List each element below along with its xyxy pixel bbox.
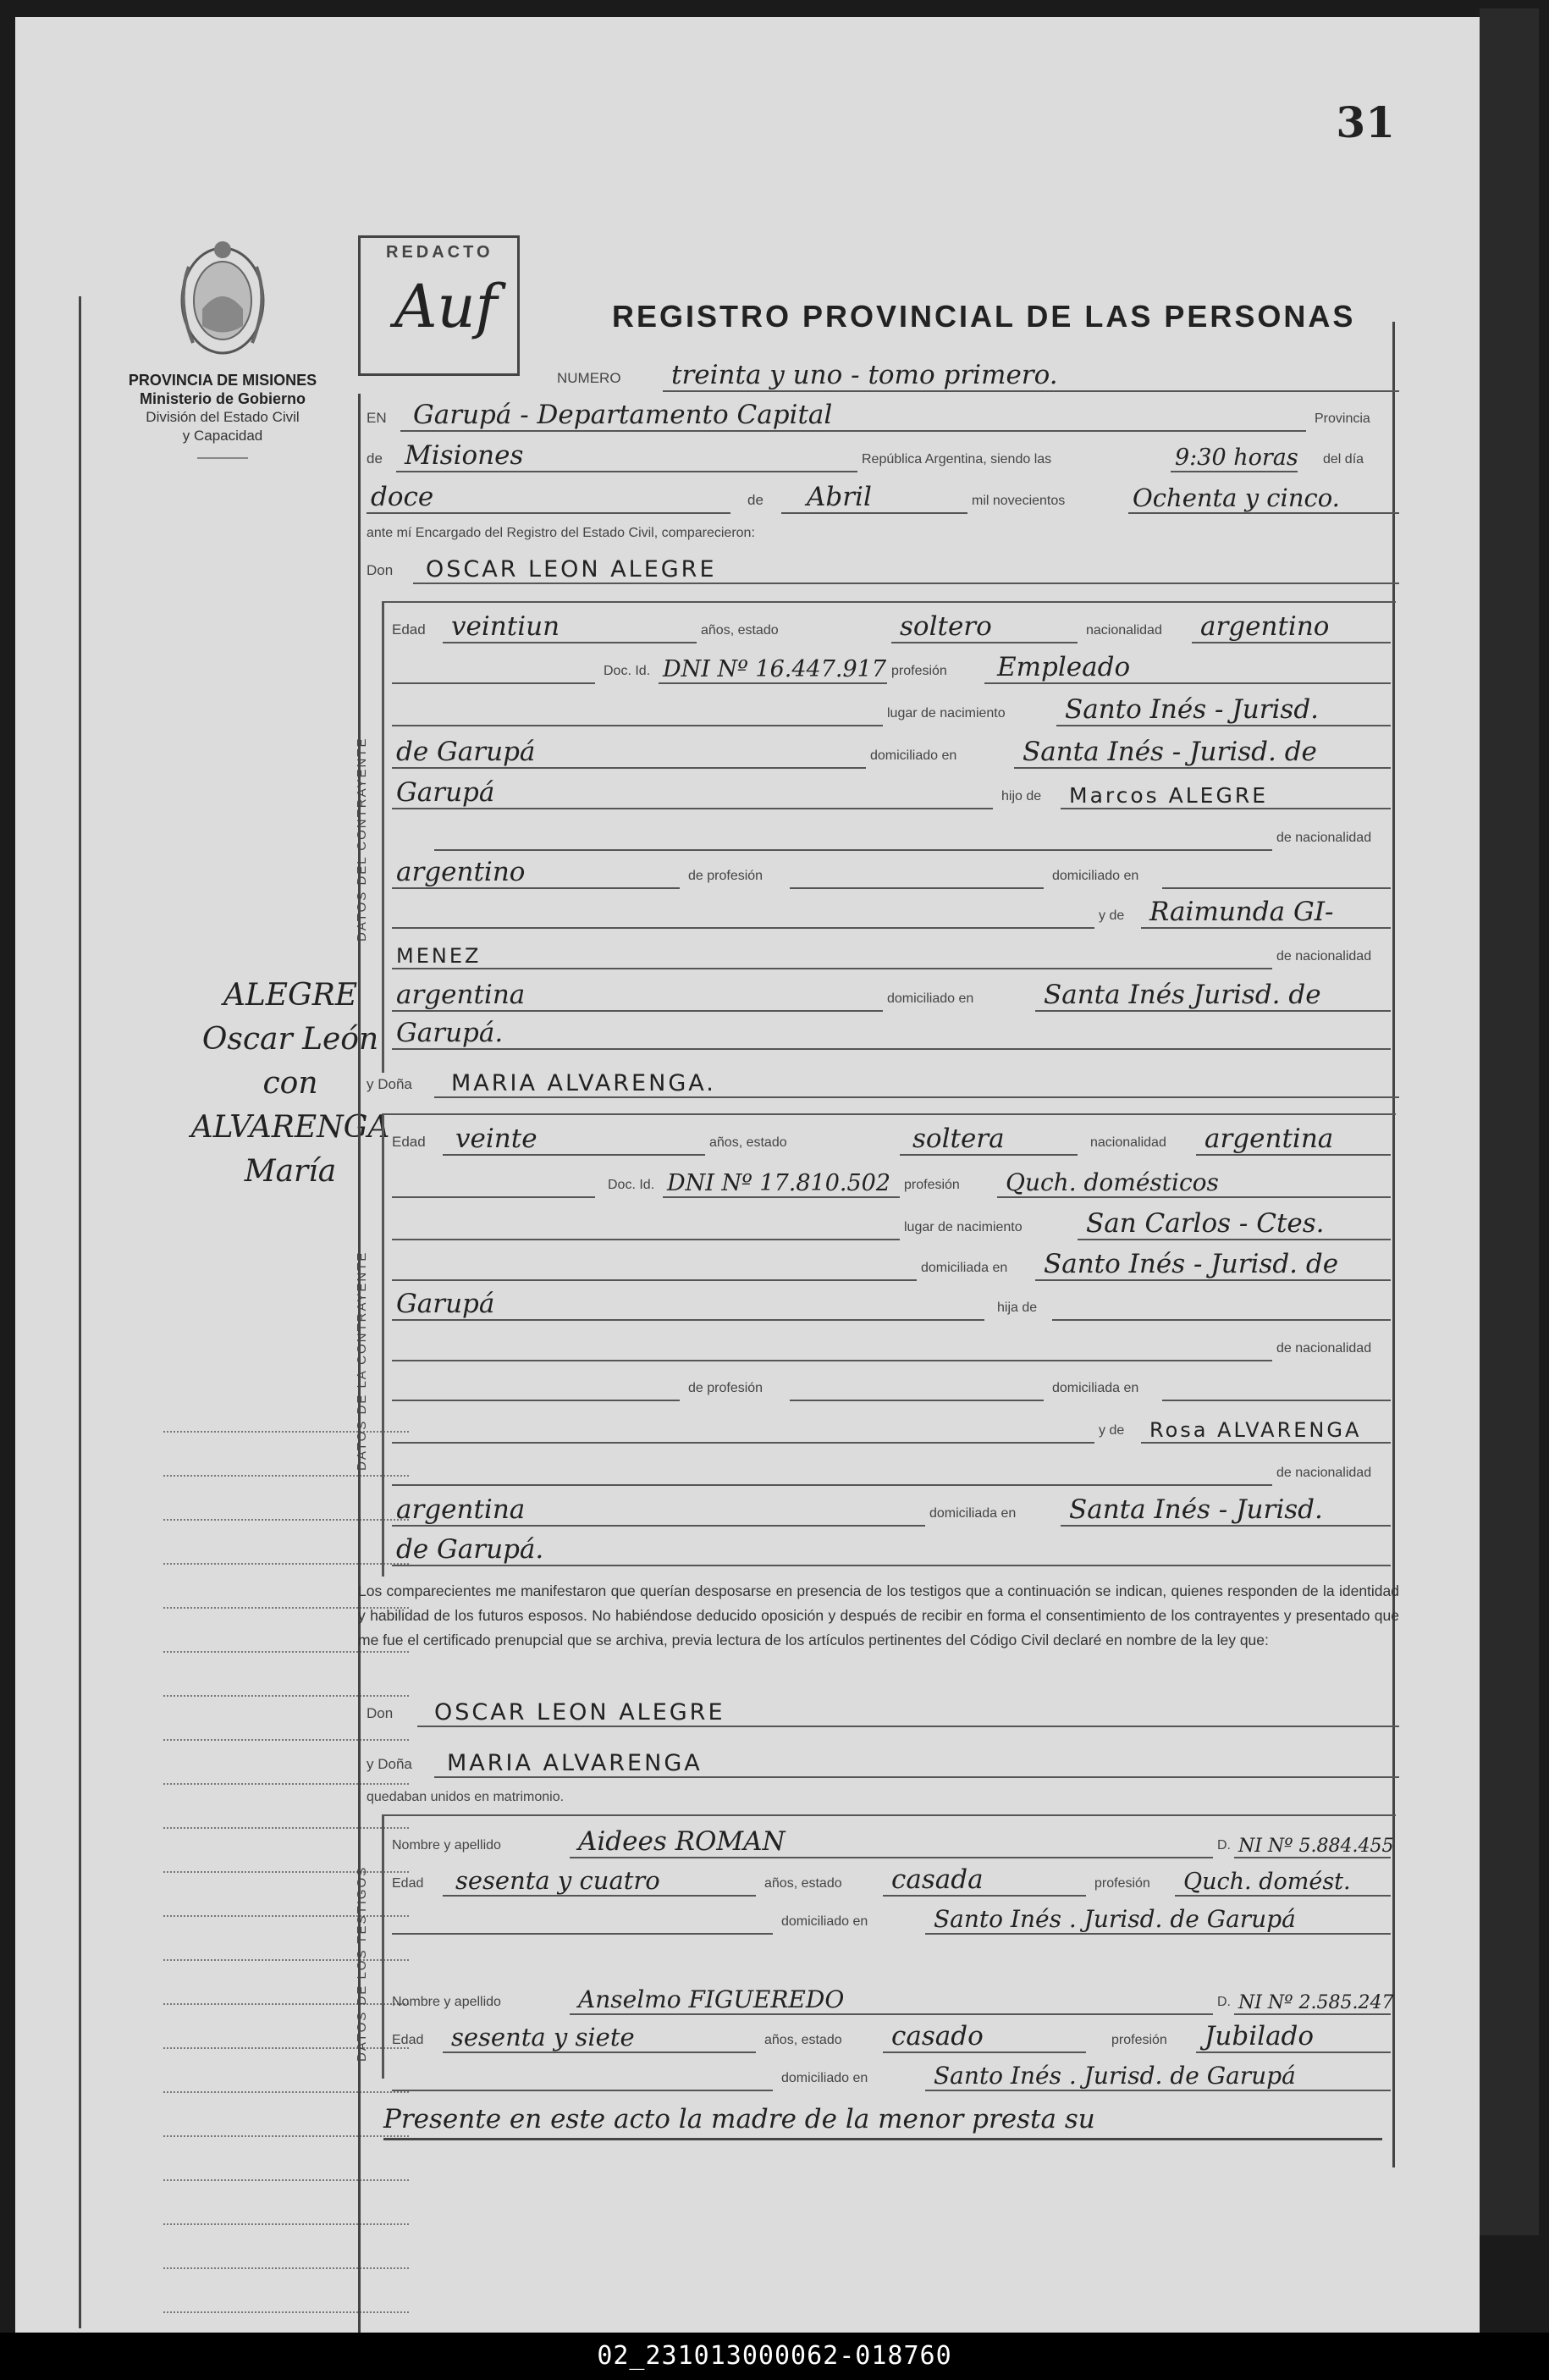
provincia-label: Provincia	[1315, 411, 1370, 426]
mother-name-2: MENEZ	[396, 944, 482, 968]
bride-hija-row	[392, 1287, 1399, 1321]
t1-nombre: Aidees ROMAN	[578, 1826, 786, 1857]
bride-mother-name: Rosa ALVARENGA	[1149, 1418, 1362, 1442]
d-label: D.	[1217, 1838, 1231, 1853]
groom-name: OSCAR LEON ALEGRE	[426, 556, 717, 583]
t2-domicilio: Santo Inés . Jurisd. de Garupá	[934, 2062, 1296, 2090]
anos-label: años, estado	[764, 1876, 842, 1891]
witnesses-side-label: DATOS DE LOS TESTIGOS	[355, 1865, 369, 2062]
father-name: Marcos ALEGRE	[1069, 783, 1268, 808]
bride-edad-row	[392, 1122, 1399, 1156]
numero-label: NUMERO	[557, 370, 621, 386]
margin-line: ALEGRE	[223, 978, 358, 1013]
groom-lugar: Santo Inés - Jurisd.	[1065, 694, 1320, 725]
doc-label: Doc. Id.	[608, 1178, 655, 1192]
image-id-footer: 02_231013000062-018760	[0, 2333, 1549, 2380]
nombre-label: Nombre y apellido	[392, 1838, 501, 1853]
groom-domicilio-2: Garupá	[396, 777, 495, 808]
de-label-2: de	[747, 492, 763, 508]
marriage-form	[355, 233, 1399, 2163]
groom-profesion: Empleado	[997, 652, 1131, 682]
de-nac-label: de nacionalidad	[1276, 831, 1372, 845]
numero-row	[367, 358, 1399, 392]
d-label: D.	[1217, 1995, 1231, 2009]
don-label: Don	[367, 1705, 394, 1721]
groom-doc-row	[392, 650, 1399, 684]
mes-value: Abril	[807, 482, 872, 512]
redacto-stamp	[358, 235, 520, 376]
groom-estado: soltero	[900, 611, 992, 642]
de-nac-label: de nacionalidad	[1276, 1341, 1372, 1356]
dom-label: domiciliado en	[781, 1914, 868, 1929]
bride-father-prof-row	[392, 1367, 1399, 1401]
groom-side-label: DATOS DEL CONTRAYENTE	[355, 737, 369, 942]
prof-label: profesión	[891, 664, 947, 678]
t2-doc: NI Nº 2.585.247	[1238, 1992, 1394, 2013]
dom-label: domiciliada en	[921, 1261, 1008, 1275]
bride-doc: DNI Nº 17.810.502	[667, 1170, 891, 1196]
republica-text: República Argentina, siendo las	[862, 452, 1052, 467]
stamp-signature: Auf	[394, 272, 498, 341]
mother-dom-row-2	[392, 1016, 1399, 1050]
y-de-label: y de	[1099, 908, 1125, 923]
t2-estado: casado	[891, 2021, 984, 2051]
book-spine	[1480, 8, 1539, 2235]
decl-don-row	[367, 1693, 1399, 1727]
quedaban-text: quedaban unidos en matrimonio.	[367, 1790, 565, 1804]
bride-father-nac-row	[392, 1328, 1399, 1361]
groom-lugar-row	[392, 693, 1399, 726]
anio-value: Ochenta y cinco.	[1133, 483, 1340, 512]
bride-mother-nacionalidad: argentina	[396, 1494, 526, 1525]
margin-line: María	[244, 1154, 337, 1189]
coat-of-arms-icon	[172, 233, 273, 360]
father-prof-row	[392, 855, 1399, 889]
groom-domicilio: Santa Inés - Jurisd. de	[1023, 737, 1317, 767]
de-label: de	[367, 450, 383, 467]
nac-label: nacionalidad	[1090, 1135, 1166, 1150]
bride-domicilio: Santo Inés - Jurisd. de	[1044, 1249, 1339, 1279]
en-label: EN	[367, 410, 387, 426]
ministry-label: Ministerio de Gobierno	[139, 390, 306, 407]
stamp-label: REDACTO	[386, 243, 493, 262]
t2-nombre: Anselmo FIGUEREDO	[578, 1985, 845, 2013]
y-dona-label: y Doña	[367, 1076, 412, 1092]
bride-profesion: Quch. domésticos	[1006, 1168, 1219, 1196]
t1-profesion: Quch. domést.	[1183, 1869, 1351, 1895]
quedaban-row	[367, 1776, 1399, 1810]
margin-rule	[79, 296, 81, 2328]
groom-edad: veintiun	[451, 611, 560, 642]
bride-row	[367, 1064, 1399, 1098]
bride-mother-row	[392, 1410, 1399, 1444]
de-row	[367, 439, 1399, 472]
dom-label: domiciliado en	[870, 748, 957, 763]
father-nac-row	[392, 817, 1399, 851]
decl-dona-row	[367, 1744, 1399, 1778]
groom-lugar-2: de Garupá	[396, 737, 536, 767]
margin-line: ALVARENGA	[190, 1110, 390, 1145]
anos-label: años, estado	[764, 2033, 842, 2047]
mother-dom-row	[392, 978, 1399, 1012]
margin-line: Oscar León	[201, 1022, 379, 1057]
groom-hijo-row	[392, 776, 1399, 809]
record-page	[15, 17, 1480, 2345]
margin-line: con	[262, 1066, 318, 1101]
y-de-label: y de	[1099, 1423, 1125, 1438]
mother-row	[392, 895, 1399, 929]
ante-row	[367, 512, 1399, 546]
bride-mother-nac-row	[392, 1452, 1399, 1486]
groom-nacionalidad: argentino	[1200, 611, 1330, 642]
t1-edad-row	[392, 1863, 1399, 1897]
mother-nac-row	[392, 936, 1399, 969]
domiciliada-label: domiciliada en	[929, 1506, 1017, 1521]
t1-nombre-row	[392, 1825, 1399, 1858]
bride-mother-domicilio: Santa Inés - Jurisd.	[1069, 1494, 1323, 1525]
domiciliado-label: domiciliado en	[1052, 869, 1139, 883]
edad-label: Edad	[392, 621, 426, 638]
groom-edad-row	[392, 610, 1399, 643]
fecha-row	[367, 480, 1399, 514]
domiciliada-label: domiciliada en	[1052, 1381, 1139, 1395]
mother-nacionalidad: argentina	[396, 980, 526, 1010]
bride-lugar-row	[392, 1207, 1399, 1240]
y-dona-label: y Doña	[367, 1756, 412, 1772]
dia-value: doce	[371, 482, 434, 512]
province-label: PROVINCIA DE MISIONES	[128, 372, 317, 389]
prof-label: profesión	[904, 1178, 960, 1192]
page-number: 31	[1336, 97, 1395, 147]
lugar-label: lugar de nacimiento	[904, 1220, 1023, 1234]
t1-doc: NI Nº 5.884.455	[1238, 1836, 1394, 1857]
de-nac-label: de nacionalidad	[1276, 1466, 1372, 1480]
nombre-label: Nombre y apellido	[392, 1995, 501, 2009]
groom-doc: DNI Nº 16.447.917	[663, 656, 887, 682]
edad-label: Edad	[392, 1876, 424, 1891]
bride-mother-domicilio-2: de Garupá.	[396, 1534, 544, 1565]
form-title: REGISTRO PROVINCIAL DE LAS PERSONAS	[612, 299, 1356, 334]
de-prof-label: de profesión	[688, 1381, 763, 1395]
hora-value: 9:30 horas	[1175, 445, 1298, 471]
edad-label: Edad	[392, 1134, 426, 1150]
bride-nacionalidad: argentina	[1204, 1124, 1334, 1154]
declaration-text: Los comparecientes me manifestaron que querían desposarse en presencia de los testigos que a continuación se indican, quienes responden de la identidad y habilidad de los futuros esposos. No habiéndose deducido oposición y después de recibir en forma el consentimiento de los contrayentes y presentado que me fue el certificado prenupcial que se archiva, previa lectura de los artículos pertinentes del Código Civil declaré en nombre de la ley que:	[358, 1582, 1399, 1648]
ante-text: ante mí Encargado del Registro del Estado Civil, comparecieron:	[367, 526, 755, 540]
division-label-2: y Capacidad	[182, 428, 263, 444]
bride-estado: soltera	[912, 1124, 1005, 1154]
hija-label: hija de	[997, 1300, 1038, 1315]
mother-domicilio-2: Garupá.	[396, 1018, 504, 1048]
mother-name: Raimunda GI-	[1149, 897, 1334, 927]
dom-label: domiciliado en	[781, 2071, 868, 2085]
t2-profesion: Jubilado	[1204, 2021, 1315, 2051]
final-note: Presente en este acto la madre de la menor presta su	[383, 2104, 1382, 2140]
decl-bride-name: MARIA ALVARENGA	[447, 1750, 703, 1776]
anos-label: años, estado	[701, 623, 779, 638]
t1-dom-row	[392, 1901, 1399, 1935]
t2-nombre-row	[392, 1981, 1399, 2015]
bride-lugar: San Carlos - Ctes.	[1086, 1208, 1325, 1239]
don-label: Don	[367, 562, 394, 578]
del-dia-label: del día	[1323, 452, 1364, 467]
bride-doc-row	[392, 1164, 1399, 1198]
decl-groom-name: OSCAR LEON ALEGRE	[434, 1699, 725, 1726]
bride-name: MARIA ALVARENGA.	[451, 1070, 716, 1096]
prof-label: profesión	[1111, 2033, 1167, 2047]
bride-domicilio-2: Garupá	[396, 1289, 495, 1319]
t1-domicilio: Santo Inés . Jurisd. de Garupá	[934, 1905, 1296, 1933]
en-row	[367, 398, 1399, 432]
de-nac-label: de nacionalidad	[1276, 949, 1372, 964]
bride-mother-dom-row	[392, 1493, 1399, 1527]
t1-estado: casada	[891, 1864, 984, 1895]
issuer-block	[96, 371, 350, 459]
t1-edad: sesenta y cuatro	[455, 1866, 660, 1895]
t2-edad-row	[392, 2019, 1399, 2053]
bride-edad: veinte	[455, 1124, 537, 1154]
edad-label: Edad	[392, 2033, 424, 2047]
division-label: División del Estado Civil	[146, 409, 300, 425]
groom-dom-row	[392, 735, 1399, 769]
father-nacionalidad: argentino	[396, 857, 526, 887]
province-value: Misiones	[405, 440, 524, 471]
t2-edad: sesenta y siete	[451, 2023, 635, 2051]
divider	[197, 457, 248, 459]
en-value: Garupá - Departamento Capital	[413, 400, 833, 430]
lugar-label: lugar de nacimiento	[887, 706, 1006, 721]
bride-mother-dom-row-2	[392, 1532, 1399, 1566]
numero-value: treinta y uno - tomo primero.	[671, 360, 1058, 390]
domiciliado-label: domiciliado en	[887, 991, 974, 1006]
don-row	[367, 550, 1399, 584]
mother-domicilio: Santa Inés Jurisd. de	[1044, 980, 1321, 1010]
hijo-label: hijo de	[1001, 789, 1042, 803]
t2-dom-row	[392, 2057, 1399, 2091]
prof-label: profesión	[1094, 1876, 1150, 1891]
doc-label: Doc. Id.	[604, 664, 651, 678]
mil-label: mil novecientos	[972, 494, 1066, 508]
bride-side-label: DATOS DE LA CONTRAYENTE	[355, 1251, 369, 1471]
nac-label: nacionalidad	[1086, 623, 1162, 638]
de-prof-label: de profesión	[688, 869, 763, 883]
bride-dom-row	[392, 1247, 1399, 1281]
anos-label: años, estado	[709, 1135, 787, 1150]
